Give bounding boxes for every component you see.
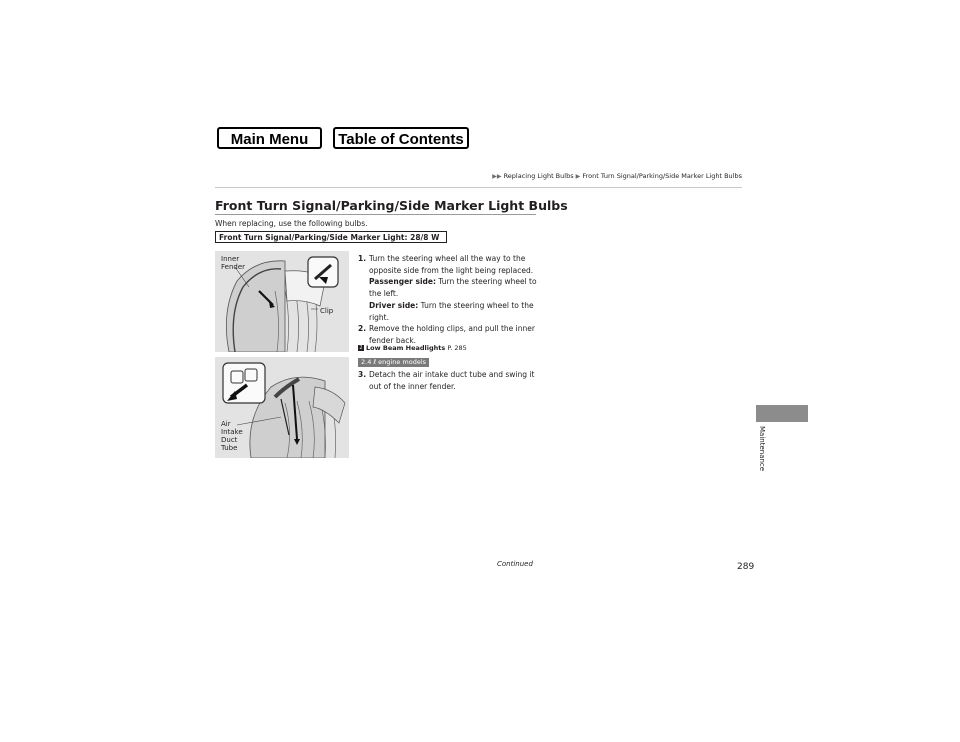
title-divider: [215, 214, 536, 215]
step-text: Turn the steering wheel all the way to the opposite side from the light being replaced.: [369, 254, 534, 275]
page-title: Front Turn Signal/Parking/Side Marker Light Bulbs: [215, 198, 568, 213]
continued-note: Continued: [497, 560, 533, 568]
breadcrumb: [480, 172, 742, 180]
table-of-contents-button[interactable]: Table of Contents: [333, 127, 469, 149]
breadcrumb-item-replacing-light-bulbs[interactable]: Replacing Light Bulbs: [503, 172, 574, 180]
step-number: 2.: [358, 324, 367, 334]
cross-reference-page: P. 285: [445, 344, 467, 352]
header-divider: [215, 187, 742, 188]
breadcrumb-arrow-icon: ▶▶: [492, 173, 502, 180]
instruction-steps: [358, 253, 538, 347]
step-3: [358, 369, 538, 392]
model-tag: 2.4 ℓ engine models: [358, 358, 429, 367]
cross-reference-link[interactable]: [358, 344, 467, 352]
breadcrumb-arrow-icon: ▶: [575, 173, 581, 180]
air-intake-duct-illustration: [215, 357, 349, 458]
step-number: 3.: [358, 370, 367, 379]
passenger-side-label: Passenger side:: [369, 277, 436, 287]
section-label: Maintenance: [758, 426, 766, 472]
step-1: [358, 253, 538, 323]
inner-fender-label: Inner Fender: [221, 255, 246, 271]
breadcrumb-item-current: Front Turn Signal/Parking/Side Marker Light Bulbs: [582, 172, 742, 180]
step-number: 1.: [358, 254, 367, 263]
clip-label: Clip: [320, 307, 334, 315]
air-intake-duct-tube-label: Air Intake Duct Tube: [221, 420, 243, 452]
passenger-side-text: Turn the steering wheel to the left.: [369, 277, 537, 299]
driver-side-text: Turn the steering wheel to the right.: [369, 300, 534, 322]
driver-side-label: Driver side:: [369, 300, 419, 310]
cross-reference-title[interactable]: Low Beam Headlights: [366, 344, 446, 352]
instruction-steps-continued: [358, 369, 538, 392]
page-number: 289: [737, 562, 755, 572]
main-menu-button[interactable]: Main Menu: [217, 127, 322, 149]
cross-reference-icon: 2: [359, 345, 363, 351]
step-text: Remove the holding clips, and pull the inner fender back.: [369, 324, 535, 345]
step-text: Detach the air intake duct tube and swing it out of the inner fender.: [369, 370, 535, 391]
section-tab: [756, 405, 808, 422]
inner-fender-illustration: [215, 251, 349, 352]
bulb-spec-box: Front Turn Signal/Parking/Side Marker Light: 28/8 W: [215, 231, 447, 243]
intro-text: When replacing, use the following bulbs.: [215, 219, 368, 228]
